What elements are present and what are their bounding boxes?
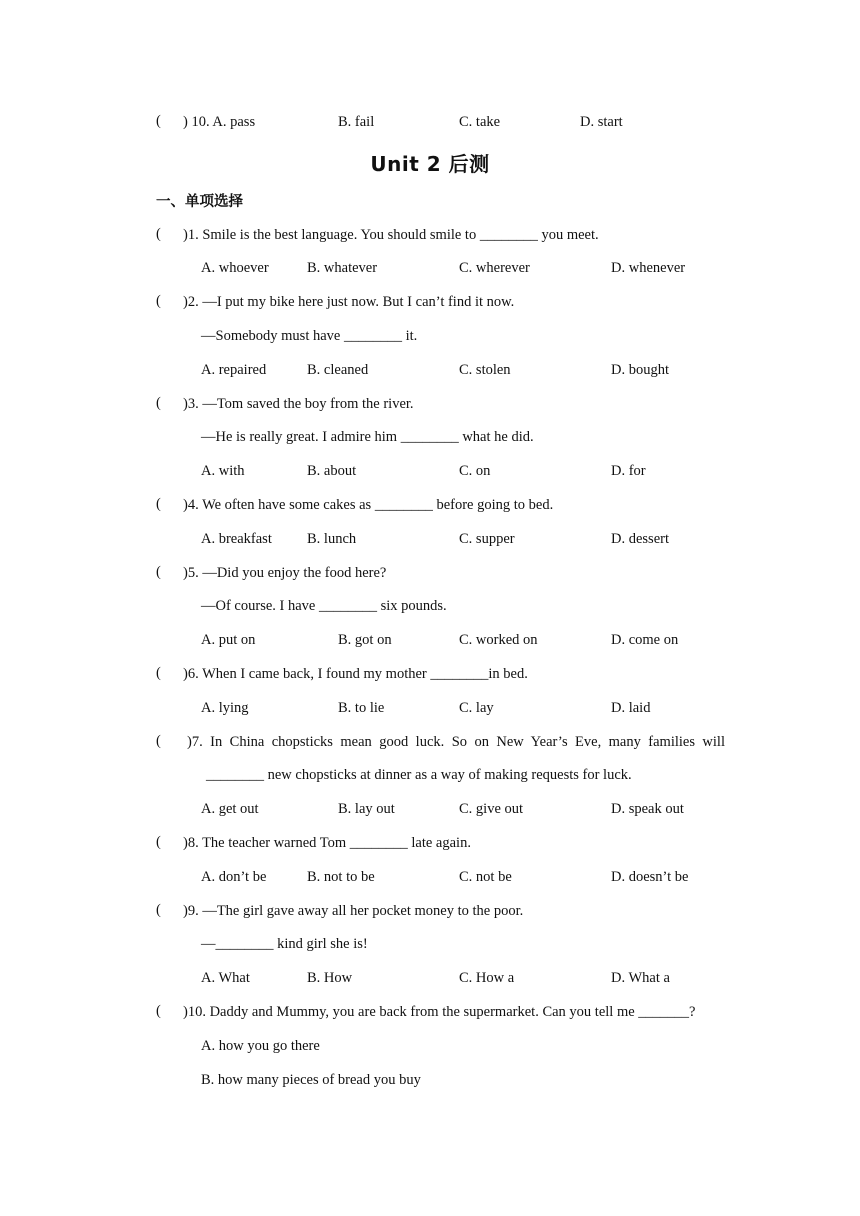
option-b: B. whatever	[307, 260, 378, 276]
question-stem: )1. Smile is the best language. You should smile to ________ you meet.	[183, 227, 599, 243]
option-b: B. lunch	[307, 531, 357, 547]
option-b: B. to lie	[338, 700, 385, 716]
option-d: D. What a	[611, 970, 670, 986]
option-c: C. supper	[459, 531, 515, 547]
answer-paren: (	[156, 226, 161, 242]
question-stem-line2: —Of course. I have ________ six pounds.	[201, 598, 447, 614]
answer-paren: (	[156, 733, 161, 749]
question-stem: )8. The teacher warned Tom ________ late again.	[183, 835, 471, 851]
option-b: B. not to be	[307, 869, 375, 885]
page-title: Unit 2 后测	[370, 152, 490, 176]
question-stem: )6. When I came back, I found my mother ________in bed.	[183, 666, 528, 682]
answer-paren: (	[156, 293, 161, 309]
question-stem-line2: ________ new chopsticks at dinner as a way of making requests for luck.	[206, 767, 632, 783]
answer-paren: (	[156, 113, 161, 129]
option-a: A. don’t be	[201, 869, 267, 885]
question-stem: ) 10. A. pass	[183, 114, 256, 130]
option-d: D. bought	[611, 362, 669, 378]
option-d: D. laid	[611, 700, 651, 716]
option-c: C. give out	[459, 801, 524, 817]
answer-paren: (	[156, 496, 161, 512]
answer-paren: (	[156, 395, 161, 411]
option-b: B. fail	[338, 114, 375, 130]
option-a: A. get out	[201, 801, 259, 817]
question-stem: )4. We often have some cakes as ________ before going to bed.	[183, 497, 554, 513]
option-c: C. not be	[459, 869, 512, 885]
option-c: C. take	[459, 114, 501, 130]
option-c: C. How a	[459, 970, 515, 986]
option-a: A. breakfast	[201, 531, 272, 547]
answer-paren: (	[156, 834, 161, 850]
option-d: D. start	[580, 114, 623, 130]
option-a: A. repaired	[201, 362, 267, 378]
question-stem: )2. —I put my bike here just now. But I can’t find it now.	[183, 294, 515, 310]
question-stem-line2: —________ kind girl she is!	[201, 936, 368, 952]
answer-paren: (	[156, 1003, 161, 1019]
question-stem-line2: —He is really great. I admire him ________ what he did.	[201, 429, 534, 445]
option-a: A. how you go there	[201, 1038, 320, 1054]
option-b: B. got on	[338, 632, 392, 648]
option-c: C. worked on	[459, 632, 538, 648]
option-a: A. with	[201, 463, 245, 479]
option-d: D. dessert	[611, 531, 669, 547]
option-b: B. how many pieces of bread you buy	[201, 1072, 421, 1088]
option-b: B. about	[307, 463, 357, 479]
option-d: D. whenever	[611, 260, 686, 276]
option-c: C. wherever	[459, 260, 530, 276]
question-stem: )10. Daddy and Mummy, you are back from the supermarket. Can you tell me _______?	[183, 1004, 696, 1020]
option-c: C. on	[459, 463, 491, 479]
option-b: B. How	[307, 970, 353, 986]
option-a: A. What	[201, 970, 250, 986]
option-c: C. stolen	[459, 362, 511, 378]
option-a: A. lying	[201, 700, 249, 716]
option-d: D. speak out	[611, 801, 684, 817]
answer-paren: (	[156, 564, 161, 580]
question-stem-line2: —Somebody must have ________ it.	[201, 328, 418, 344]
option-a: A. whoever	[201, 260, 269, 276]
question-stem: )7. In China chopsticks mean good luck. So on New Year’s Eve, many families will	[187, 734, 725, 750]
question-stem: )5. —Did you enjoy the food here?	[183, 565, 387, 581]
question-stem: )9. —The girl gave away all her pocket money to the poor.	[183, 903, 524, 919]
question-stem: )3. —Tom saved the boy from the river.	[183, 396, 414, 412]
option-d: D. for	[611, 463, 646, 479]
option-b: B. lay out	[338, 801, 395, 817]
answer-paren: (	[156, 902, 161, 918]
answer-paren: (	[156, 665, 161, 681]
option-b: B. cleaned	[307, 362, 369, 378]
option-d: D. doesn’t be	[611, 869, 689, 885]
option-c: C. lay	[459, 700, 494, 716]
section-heading: 一、单项选择	[156, 194, 243, 210]
option-a: A. put on	[201, 632, 256, 648]
option-d: D. come on	[611, 632, 679, 648]
